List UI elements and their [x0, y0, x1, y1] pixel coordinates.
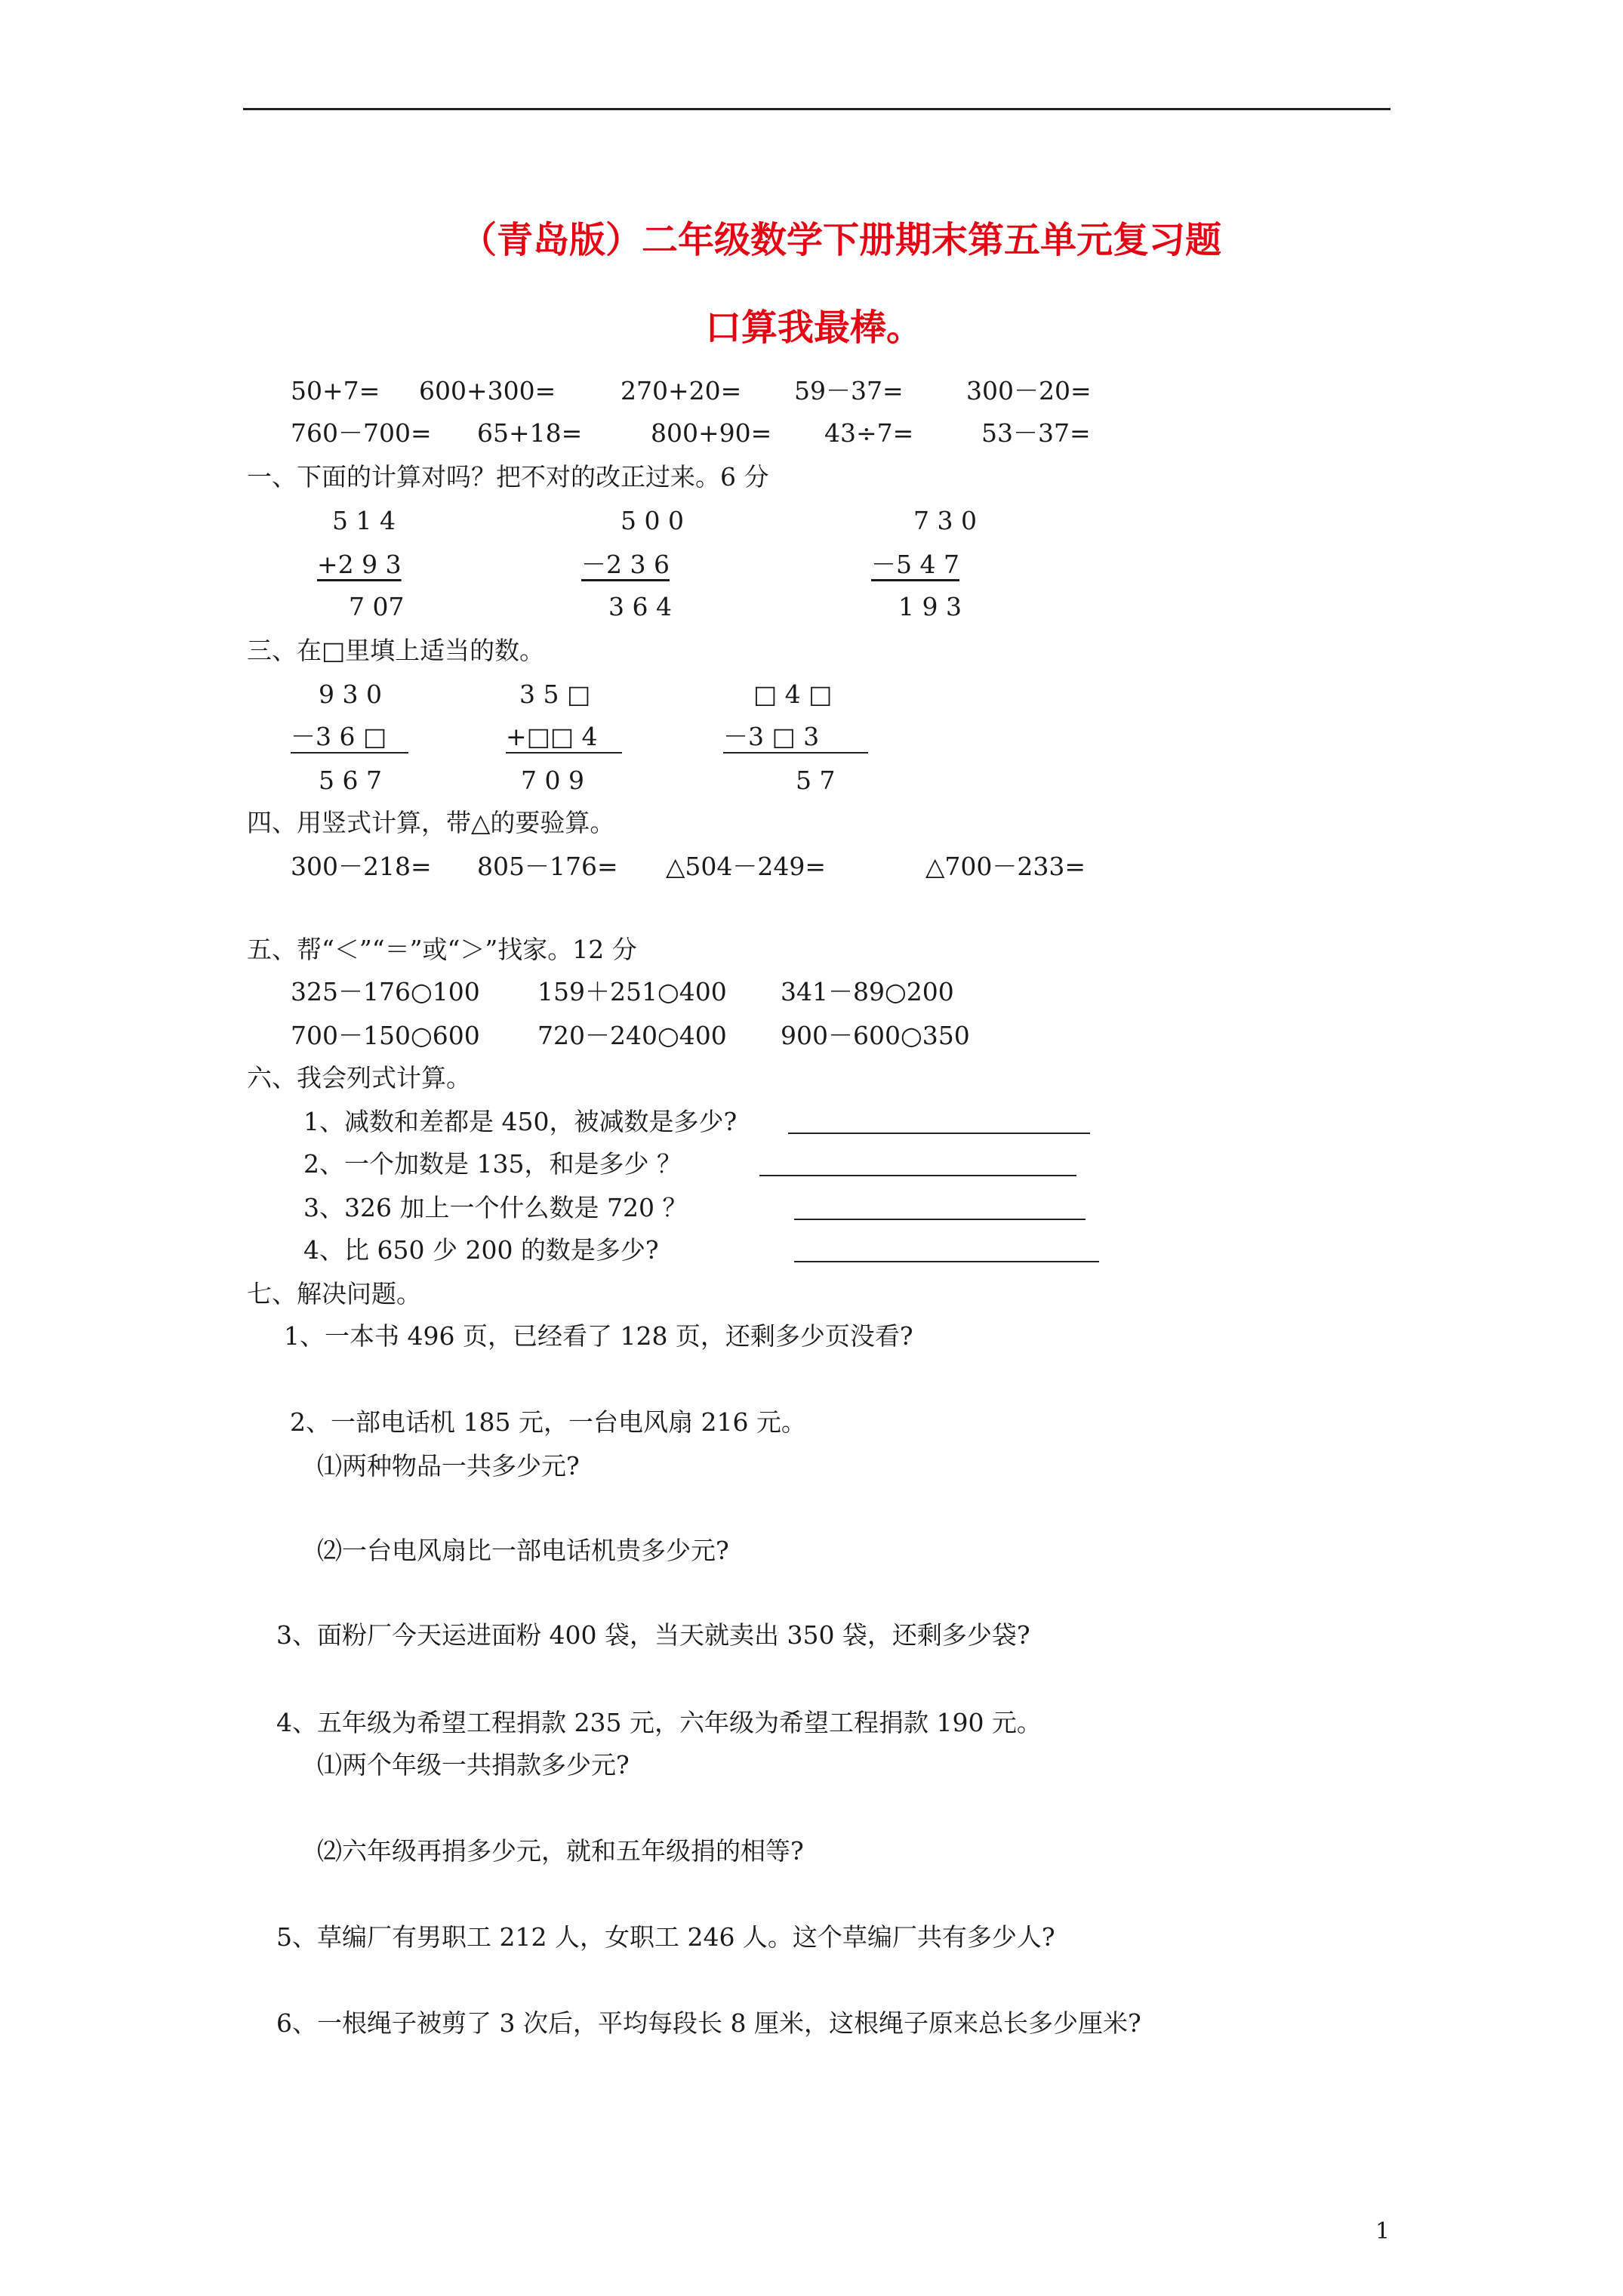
section-1-heading: 一、下面的计算对吗？把不对的改正过来。6 分 — [247, 462, 769, 492]
question-text: 5、草编厂有男职工 212 人，女职工 246 人。这个草编厂共有多少人? — [276, 1922, 1055, 1952]
section-3-heading: 三、在□里填上适当的数。 — [247, 636, 545, 665]
vertical-top: 3 5 □ — [519, 680, 591, 709]
question-text: 2、一部电话机 185 元，一台电风扇 216 元。 — [290, 1407, 806, 1437]
vertical-result: 5 6 7 — [319, 766, 382, 795]
mental-item: 300－20= — [966, 376, 1092, 405]
question-text: 4、比 650 少 200 的数是多少? — [303, 1235, 659, 1265]
compare-item: 341－89○200 — [781, 977, 954, 1006]
mental-item: 65+18= — [477, 418, 583, 448]
section-4-heading: 四、用竖式计算，带△的要验算。 — [247, 808, 615, 837]
sub-question: ⑴两种物品一共多少元? — [317, 1451, 580, 1481]
answer-line[interactable] — [788, 1133, 1090, 1134]
sub-question: ⑵六年级再捐多少元，就和五年级捐的相等? — [317, 1836, 804, 1866]
vertical-operand: －2 3 6 — [581, 550, 670, 579]
mental-item: 600+300= — [419, 376, 556, 405]
section-6-heading: 六、我会列式计算。 — [247, 1063, 471, 1093]
sub-question: ⑴两个年级一共捐款多少元? — [317, 1750, 630, 1780]
vertical-result: 7 07 — [349, 592, 405, 621]
calc-item: △700－233= — [925, 852, 1086, 881]
question-text: 1、一本书 496 页，已经看了 128 页，还剩多少页没看? — [284, 1321, 913, 1351]
question-text: 6、一根绳子被剪了 3 次后，平均每段长 8 厘米，这根绳子原来总长多少厘米? — [276, 2008, 1141, 2038]
mental-item: 270+20= — [621, 376, 742, 405]
sub-question: ⑵一台电风扇比一部电话机贵多少元? — [317, 1536, 729, 1565]
compare-item: 159＋251○400 — [537, 977, 727, 1006]
question-text: 2、一个加数是 135，和是多少 ？ — [303, 1149, 682, 1179]
vertical-top: 7 3 0 — [913, 506, 977, 535]
question-text: 3、面粉厂今天运进面粉 400 袋，当天就卖出 350 袋，还剩多少袋? — [276, 1620, 1030, 1650]
vertical-operand: －3 6 □ — [291, 722, 387, 751]
compare-item: 900－600○350 — [781, 1021, 970, 1050]
mental-item: 43÷7= — [824, 418, 914, 448]
vertical-result: 7 0 9 — [521, 766, 584, 795]
answer-line[interactable] — [759, 1175, 1076, 1176]
vertical-top: 5 1 4 — [332, 506, 396, 535]
answer-line[interactable] — [794, 1261, 1099, 1262]
section-5-heading: 五、帮“＜”“＝”或“＞”找家。12 分 — [247, 935, 637, 964]
compare-item: 325－176○100 — [291, 977, 480, 1006]
calc-item: 805－176= — [477, 852, 618, 881]
section-7-heading: 七、解决问题。 — [247, 1279, 421, 1308]
question-text: 1、减数和差都是 450，被减数是多少? — [303, 1107, 738, 1136]
page-number: 1 — [1375, 2218, 1390, 2245]
calc-item: △504－249= — [666, 852, 827, 881]
header-rule — [243, 108, 1390, 110]
vertical-top: 5 0 0 — [621, 506, 684, 535]
vertical-result: 1 9 3 — [898, 592, 962, 621]
mental-item: 800+90= — [651, 418, 772, 448]
page-title: （青岛版）二年级数学下册期末第五单元复习题 — [460, 219, 1222, 261]
vertical-result: 5 7 — [796, 766, 836, 795]
vertical-operand: +2 9 3 — [317, 550, 402, 579]
vertical-result: 3 6 4 — [608, 592, 672, 621]
mental-item: 59－37= — [794, 376, 904, 405]
sum-line — [291, 752, 408, 754]
vertical-operand: －3 □ 3 — [723, 722, 820, 751]
vertical-top: □ 4 □ — [753, 680, 833, 709]
compare-item: 720－240○400 — [537, 1021, 727, 1050]
question-text: 4、五年级为希望工程捐款 235 元，六年级为希望工程捐款 190 元。 — [276, 1708, 1042, 1737]
mental-item: 50+7= — [291, 376, 380, 405]
vertical-top: 9 3 0 — [319, 680, 382, 709]
sum-line — [506, 752, 622, 754]
mental-item: 53－37= — [981, 418, 1091, 448]
answer-line[interactable] — [794, 1219, 1086, 1220]
sum-line — [723, 752, 868, 754]
section-subtitle: 口算我最棒。 — [705, 307, 923, 349]
question-text: 3、326 加上一个什么数是 720 ？ — [303, 1193, 688, 1222]
vertical-operand: +□□ 4 — [506, 722, 598, 751]
calc-item: 300－218= — [291, 852, 432, 881]
mental-item: 760－700= — [291, 418, 432, 448]
vertical-operand: －5 4 7 — [871, 550, 959, 579]
compare-item: 700－150○600 — [291, 1021, 480, 1050]
